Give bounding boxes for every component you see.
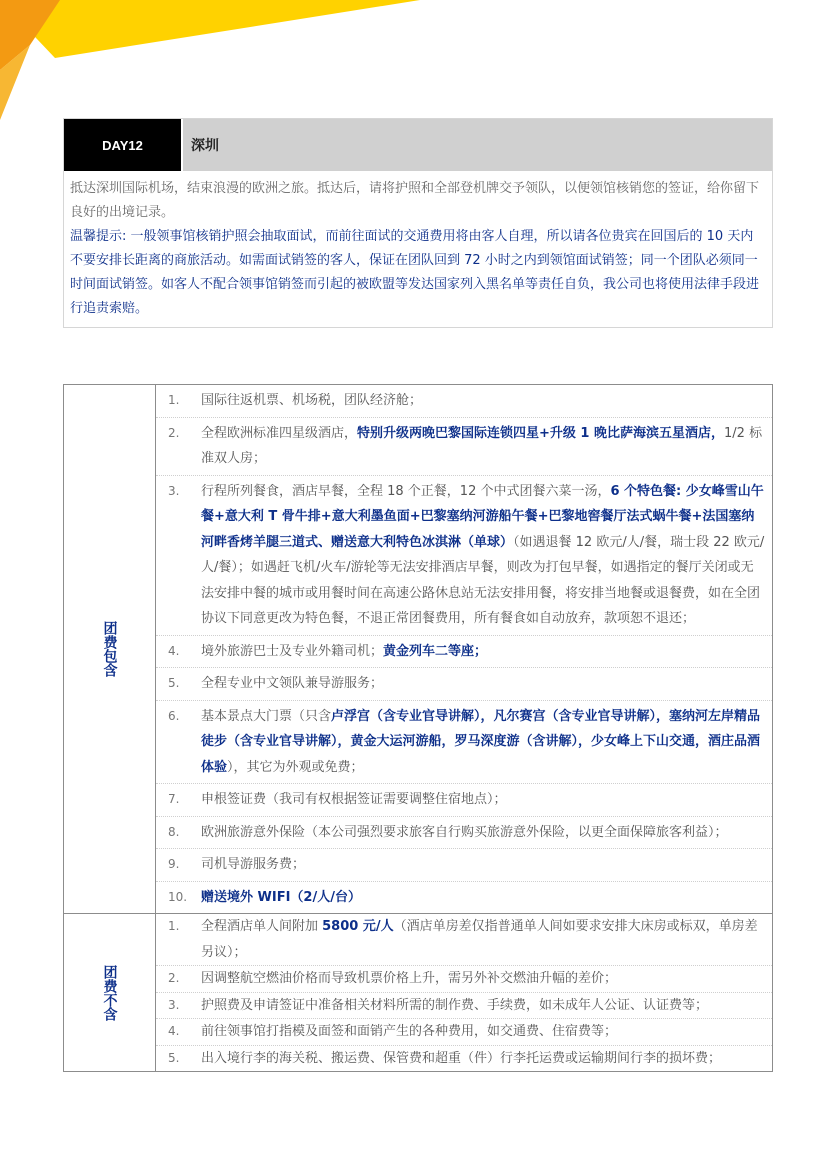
item-text [201,966,766,992]
item-text-segment: 申根签证费（我司有权根据签证需要调整住宿地点）； [201,792,507,807]
day-description: 抵达深圳国际机场，结束浪漫的欧洲之旅。抵达后，请将护照和全部登机牌交予领队，以便领馆核销您的签证，给你留下良好的出境记录。 [70,181,760,220]
item-text-segment: 出入境行李的海关税、搬运费、保管费和超重（件）行李托运费或运输期间行李的损坏费； [201,1050,722,1066]
item-number: 6. [168,708,180,723]
item-text [201,914,766,965]
item-number: 3. [168,997,180,1012]
included-label: 团费包含 [101,621,118,677]
highlight-text: 卢浮宫（含专业官导讲解），凡尔赛宫（含专业官导讲解），塞纳河左岸精品徒步（含专业官导讲解），黄金大运河游船，罗马深度游（含讲解），少女峰上下山交通，酒庄品酒体验 [201,708,761,775]
item-text-segment: 因调整航空燃油价格而导致机票价格上升，需另外补交燃油升幅的差价； [201,971,618,986]
fee-table [63,384,773,1072]
item-text [201,885,766,911]
day-section [63,118,773,328]
item-number: 5. [168,676,180,690]
item-text [201,1046,766,1072]
item-number: 7. [168,792,180,806]
list-item [156,475,772,635]
item-text [201,820,766,846]
list-item [156,965,772,992]
item-text-segment: 境外旅游巴士及专业外籍司机； [201,643,384,659]
corner-decoration [0,0,420,130]
list-item [156,914,772,965]
item-number: 4. [168,643,180,658]
item-text [201,639,766,665]
list-item [156,667,772,700]
day-city: 深圳 [181,119,772,171]
item-number: 5. [168,1050,180,1065]
item-text-segment: 司机导游服务费； [201,857,306,872]
excluded-row [64,913,772,1071]
item-number: 2. [168,971,180,985]
item-text-segment: 全程专业中文领队兼导游服务； [201,676,384,691]
item-text-segment: 基本景点大门票（只含 [201,708,332,724]
item-text [201,421,766,472]
item-text-segment: 1/2 标准双人房； [201,425,763,466]
list-item [156,700,772,784]
item-text-segment: 全程酒店单人间附加 [201,919,323,934]
included-row [64,385,772,913]
item-number: 9. [168,857,180,871]
item-text-segment: 护照费及申请签证中准备相关材料所需的制作费、手续费，如未成年人公证、认证费等； [201,997,709,1013]
item-text [201,852,766,878]
list-item [156,385,772,417]
list-item [156,1045,772,1072]
item-text-segment: ），其它为外观或免费； [227,759,364,775]
highlight-text: 5800 元/人 [322,919,394,934]
item-text-segment: 全程欧洲标准四星级酒店， [201,425,358,441]
item-text [201,787,766,813]
item-number: 1. [168,919,180,933]
excluded-list [156,914,772,1071]
included-list [156,385,772,913]
item-text [201,1019,766,1045]
item-text-segment: 行程所列餐食，酒店早餐，全程 18 个正餐，12 个中式团餐六菜一汤， [201,483,611,499]
list-item [156,1018,772,1045]
highlight-text: 特别升级两晚巴黎国际连锁四星+升级 1 晚比萨海滨五星酒店， [357,425,725,441]
list-item [156,992,772,1019]
item-text [201,993,766,1019]
item-number: 3. [168,483,180,498]
item-text [201,671,766,697]
item-number: 1. [168,393,180,407]
list-item [156,881,772,914]
item-text-segment: 欧洲旅游意外保险（本公司强烈要求旅客自行购买旅游意外保险，以更全面保障旅客利益）； [201,824,728,840]
list-item [156,635,772,668]
day-label: DAY12 [64,119,181,171]
item-text-segment: （酒店单房差仅指普通单人间如要求安排大床房或标双，单房差另议）； [201,919,758,960]
day-header [64,119,772,171]
list-item [156,783,772,816]
item-text-segment: 国际往返机票、机场税，团队经济舱； [201,393,423,408]
list-item [156,417,772,475]
item-text [201,388,766,414]
excluded-label: 团费不含 [101,964,118,1021]
item-number: 4. [168,1024,180,1038]
list-item [156,848,772,881]
highlight-text: 黄金列车二等座； [383,643,488,659]
item-text-segment: 前往领事馆打指模及面签和面销产生的各种费用，如交通费、住宿费等； [201,1024,618,1039]
list-item [156,816,772,849]
highlight-text: 赠送境外 WIFI（2/人/台） [201,889,361,905]
item-number: 10. [168,889,188,904]
item-text-segment: （如遇退餐 12 欧元/人/餐，瑞士段 22 欧元/人/餐）；如遇赶飞机/火车/游轮等无法安排酒店早餐，则改为打包早餐，如遇指定的餐厅关闭或无法安排中餐的城市或用餐时间在高速公路休息站无法安排用餐，将安排当地餐或退餐费，如在全团协议下同意更改为特色餐，不退正常团餐费用，所有餐食如自动放弃，款项恕不退还； [201,534,765,626]
day-notice: 温馨提示: 一般领事馆核销护照会抽取面试，而前往面试的交通费用将由客人自理，所以请各位贵宾在回国后的 10 天内不要安排长距离的商旅活动。如需面试销签的客人，保证在团队回到 72 小时之内到领馆面试销签；同一个团队必须同一时间面试销签。如客人不配合领事馆销签而引起的被欧盟等发达国家列入黑名单等责任自负，我公司也将使用法律手段进行追责索赔。 [70,229,760,316]
item-number: 2. [168,425,180,440]
item-text [201,704,766,781]
highlight-text: 6 个特色餐: 少女峰雪山午餐+意大利 T 骨牛排+意大利墨鱼面+巴黎塞纳河游船午餐+巴黎地窖餐厅法式蜗牛餐+法国塞纳河畔香烤羊腿三道式、赠送意大利特色冰淇淋（单球） [201,483,764,550]
item-text [201,479,766,632]
item-number: 8. [168,824,180,839]
